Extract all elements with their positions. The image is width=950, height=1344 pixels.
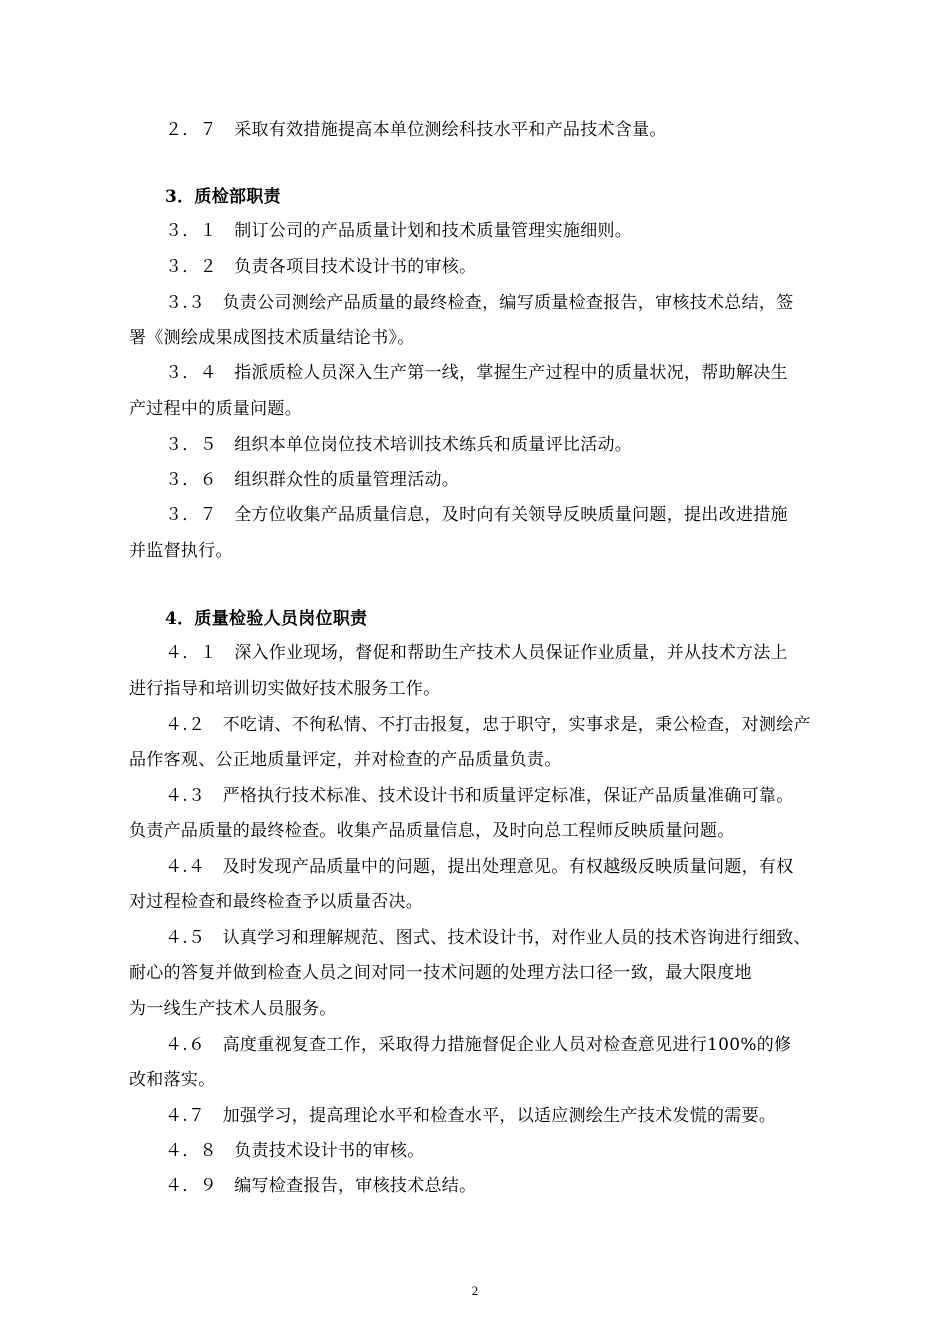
paragraph-line: 负责产品质量的最终检查。收集产品质量信息，及时向总工程师反映质量问题。: [129, 821, 735, 841]
paragraph-line: ３．２ 负责各项目技术设计书的审核。: [165, 257, 477, 277]
paragraph-line: 品作客观、公正地质量评定，并对检查的产品质量负责。: [129, 750, 562, 770]
paragraph-line: 为一线生产技术人员服务。: [129, 999, 337, 1019]
paragraph-line: ４．１ 深入作业现场，督促和帮助生产技术人员保证作业质量，并从技术方法上: [165, 643, 788, 663]
paragraph-line: ４.４ 及时发现产品质量中的问题，提出处理意见。有权越级反映质量问题，有权: [165, 857, 794, 877]
paragraph-line: ３．６ 组织群众性的质量管理活动。: [165, 470, 460, 490]
paragraph-line: ４．９ 编写检查报告，审核技术总结。: [165, 1176, 477, 1196]
section-heading: 4．质量检验人员岗位职责: [165, 609, 368, 629]
paragraph-line: ２．７ 采取有效措施提高本单位测绘科技水平和产品技术含量。: [165, 120, 667, 140]
paragraph-line: ３．４ 指派质检人员深入生产第一线，掌握生产过程中的质量状况，帮助解决生: [165, 363, 788, 383]
paragraph-line: ３．７ 全方位收集产品质量信息，及时向有关领导反映质量问题，提出改进措施: [165, 505, 788, 525]
section-heading: 3．质检部职责: [165, 187, 281, 207]
paragraph-line: 署《测绘成果成图技术质量结论书》。: [129, 328, 415, 348]
paragraph-line: 并监督执行。: [129, 541, 233, 561]
paragraph-line: 耐心的答复并做到检查人员之间对同一技术问题的处理方法口径一致，最大限度地: [129, 963, 752, 983]
paragraph-line: 改和落实。: [129, 1070, 216, 1090]
paragraph-line: ４.２ 不吃请、不徇私情、不打击报复，忠于职守，实事求是，秉公检查，对测绘产: [165, 715, 811, 735]
paragraph-line: 产过程中的质量问题。: [129, 399, 302, 419]
paragraph-line: ４.６ 高度重视复查工作，采取得力措施督促企业人员对检查意见进行100%的修: [165, 1035, 792, 1055]
paragraph-line: ４.５ 认真学习和理解规范、图式、技术设计书，对作业人员的技术咨询进行细致、: [165, 928, 811, 948]
paragraph-line: ３．１ 制订公司的产品质量计划和技术质量管理实施细则。: [165, 221, 633, 241]
paragraph-line: ４.７ 加强学习，提高理论水平和检查水平，以适应测绘生产技术发慌的需要。: [165, 1106, 777, 1126]
paragraph-line: ４.３ 严格执行技术标准、技术设计书和质量评定标准，保证产品质量准确可靠。: [165, 786, 794, 806]
paragraph-line: ３．５ 组织本单位岗位技术培训技术练兵和质量评比活动。: [165, 435, 633, 455]
paragraph-line: 进行指导和培训切实做好技术服务工作。: [129, 679, 441, 699]
paragraph-line: 对过程检查和最终检查予以质量否决。: [129, 892, 424, 912]
paragraph-line: ４．８ 负责技术设计书的审核。: [165, 1141, 425, 1161]
paragraph-line: ３.３ 负责公司测绘产品质量的最终检查，编写质量检查报告，审核技术总结，签: [165, 293, 794, 313]
page-number: 2: [471, 1283, 479, 1298]
